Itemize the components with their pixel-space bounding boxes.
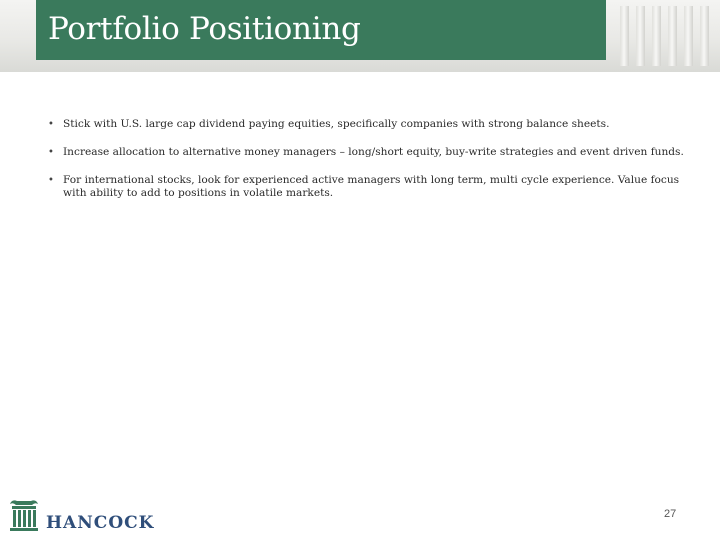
banner-column	[668, 6, 677, 66]
bullet-list	[48, 118, 688, 215]
hancock-logo	[8, 494, 158, 534]
slide-title: Portfolio Positioning	[48, 11, 361, 47]
bullet-marker: •	[48, 147, 54, 158]
banner-column	[700, 6, 709, 66]
bullet-text: Stick with U.S. large cap dividend paying equities, specifically companies with strong balance sheets.	[63, 118, 610, 130]
bullet-marker: •	[48, 175, 54, 186]
bullet-item	[48, 118, 688, 131]
page-number: 27	[664, 508, 677, 520]
bullet-text: For international stocks, look for experienced active managers with long term, multi cycle experience. Value focus with ability to add to positions in volatile markets.	[63, 174, 680, 199]
bullet-text: Increase allocation to alternative money managers – long/short equity, buy-write strategies and event driven funds.	[63, 146, 684, 158]
bullet-item	[48, 174, 688, 200]
bullet-item	[48, 146, 688, 159]
bullet-marker: •	[48, 119, 54, 130]
banner-column	[620, 6, 629, 66]
column-icon	[8, 498, 40, 536]
banner-column	[684, 6, 693, 66]
banner-column	[652, 6, 661, 66]
banner-column	[636, 6, 645, 66]
logo-text: HANCOCK	[46, 513, 155, 533]
